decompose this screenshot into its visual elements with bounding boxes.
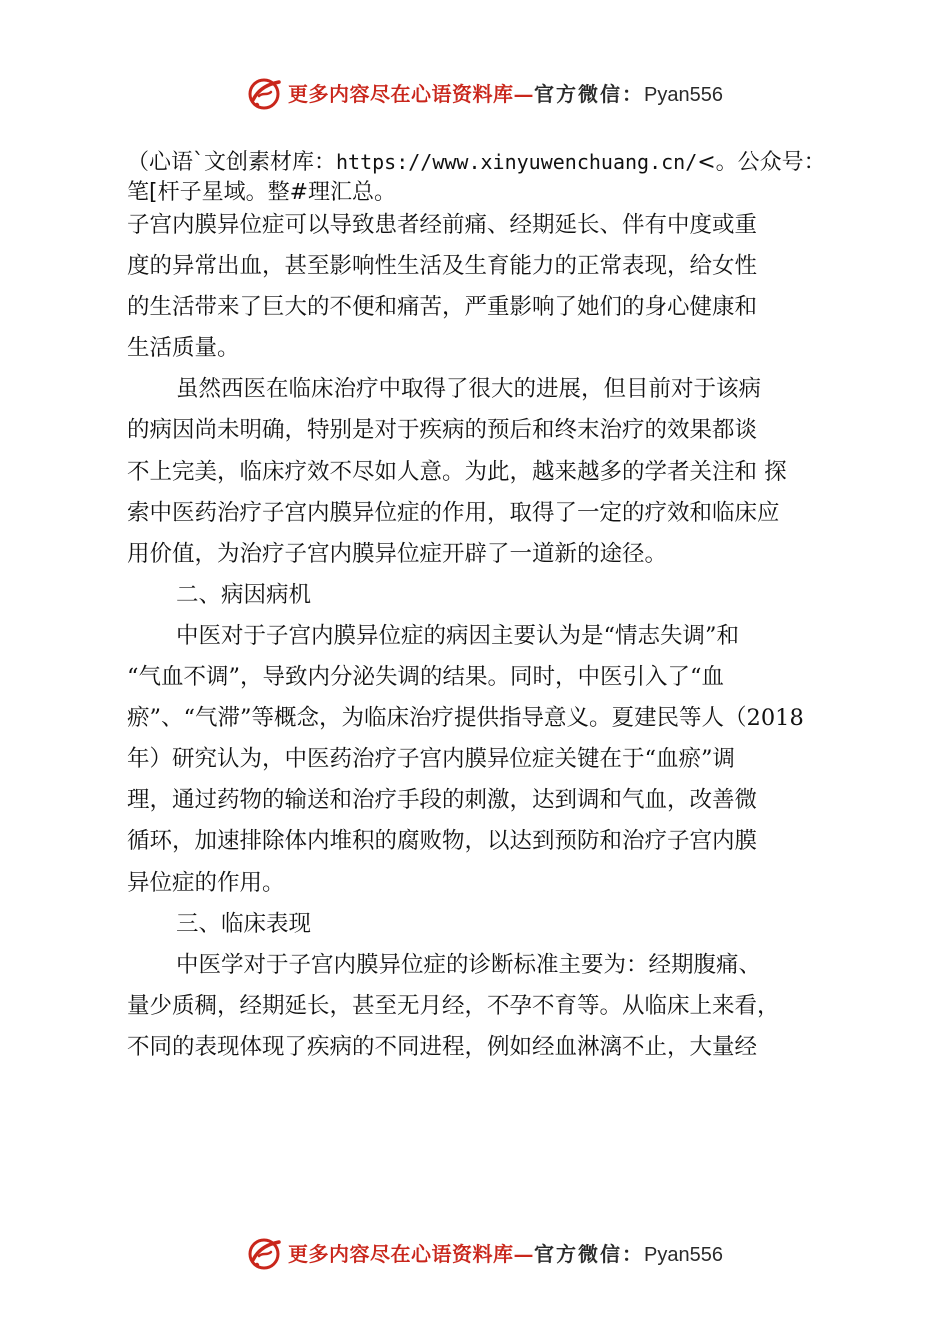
xinyu-logo-icon (245, 74, 283, 112)
body-line: 子宫内膜异位症可以导致患者经前痛、经期延长、伴有中度或重 (127, 212, 758, 238)
footer-banner (0, 1232, 950, 1276)
body-line: “气血不调”，导致内分泌失调的结果。同时，中医引入了“血 (127, 664, 725, 691)
body-line: 不上完美，临床疗效不尽如人意。为此，越来越多的学者关注和 探 (127, 458, 787, 485)
body-line: 理，通过药物的输送和治疗手段的刺激，达到调和气血，改善微 (127, 787, 758, 814)
banner-main-text: 更多内容尽在心语资料库 (288, 1242, 514, 1266)
body-line: 虽然西医在临床治疗中取得了很大的进展，但目前对于该病 (176, 376, 762, 403)
section-heading-clinical: 三、临床表现 (176, 910, 312, 937)
body-line: 循环，加速排除体内堆积的腐败物，以达到预防和治疗子宫内膜 (127, 828, 758, 855)
body-line: 异位症的作用。 (127, 869, 285, 896)
body-line: 度的异常出血，甚至影响性生活及生育能力的正常表现，给女性 (127, 253, 758, 280)
banner-wechat-label: 官方微信： (534, 1242, 644, 1266)
header-banner (0, 72, 950, 116)
banner-wechat-label: 官方微信： (534, 82, 644, 106)
footer-banner-text (288, 1238, 723, 1267)
document-body (127, 205, 847, 1068)
source-note-url: https://www.xinyuwenchuang.cn/ (336, 150, 698, 174)
body-line: 用价值，为治疗子宫内膜异位症开辟了一道新的途径。 (127, 540, 668, 567)
body-line: 索中医药治疗子宫内膜异位症的作用，取得了一定的疗效和临床应 (127, 499, 780, 526)
banner-main-text: 更多内容尽在心语资料库 (288, 82, 514, 106)
body-line: 不同的表现体现了疾病的不同进程，例如经血淋漓不止，大量经 (127, 1033, 758, 1060)
body-line: 年）研究认为，中医药治疗子宫内膜异位症关键在于“血瘀”调 (127, 746, 736, 773)
xinyu-logo-icon (245, 1234, 283, 1272)
source-note-prefix: （心语`文创素材库： (127, 150, 337, 175)
section-heading-etiology: 二、病因病机 (176, 581, 312, 608)
body-line: 中医学对于子宫内膜异位症的诊断标准主要为：经期腹痛、 (176, 951, 762, 978)
header-banner-text (288, 78, 723, 107)
body-line: 的生活带来了巨大的不便和痛苦，严重影响了她们的身心健康和 (127, 294, 758, 321)
source-note-line-2: 笔[杆子星域。整#理汇总。 (127, 180, 397, 205)
source-note-line-1 (127, 147, 927, 178)
body-line: 的病因尚未明确，特别是对于疾病的预后和终末治疗的效果都谈 (127, 417, 758, 444)
banner-wechat-id: Pyan556 (644, 84, 723, 106)
banner-dash: — (513, 82, 534, 106)
banner-dash: — (513, 1242, 534, 1266)
body-line: 量少质稠，经期延长，甚至无月经，不孕不育等。从临床上来看， (127, 992, 780, 1019)
banner-wechat-id: Pyan556 (644, 1244, 723, 1266)
source-note (127, 147, 927, 208)
body-line: 瘀”、“气滞”等概念，为临床治疗提供指导意义。夏建民等人（2018 (127, 705, 804, 732)
body-line: 生活质量。 (127, 335, 240, 362)
body-line: 中医对于子宫内膜异位症的病因主要认为是“情志失调”和 (176, 622, 740, 649)
source-note-suffix: <。公众号： (697, 150, 826, 175)
